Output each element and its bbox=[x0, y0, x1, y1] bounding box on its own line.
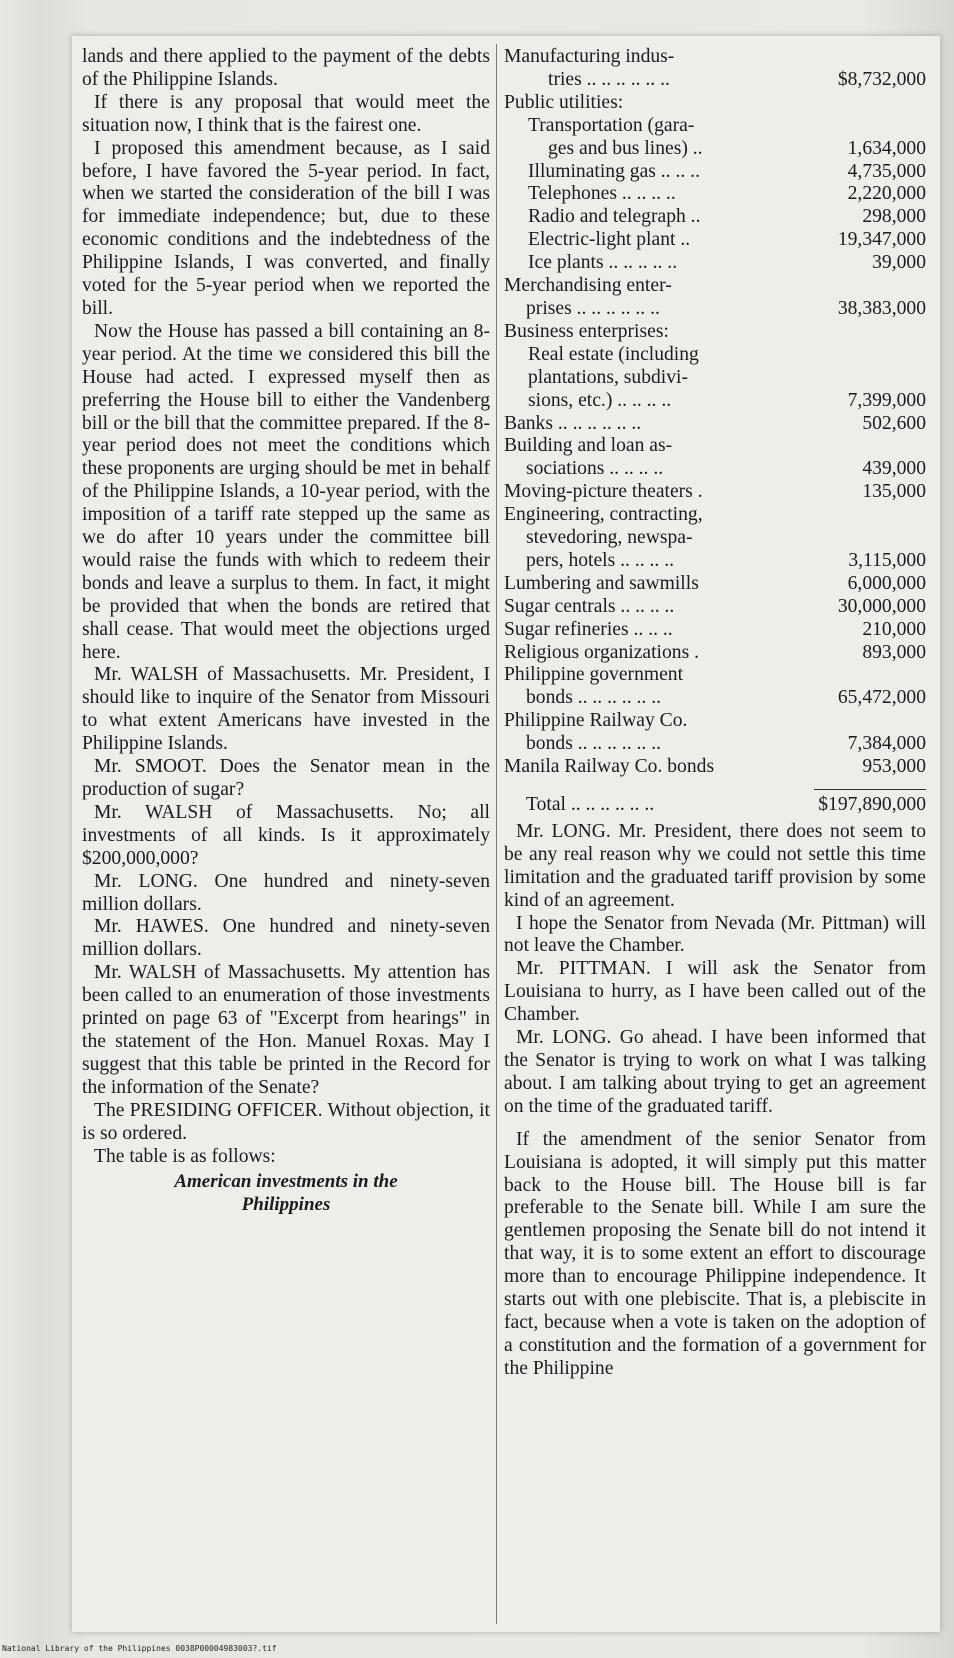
row-label: Transportation (gara- bbox=[528, 114, 695, 136]
paragraph: If there is any proposal that would meet the situation now, I think that is the fairest one. bbox=[82, 91, 490, 136]
row-label: stevedoring, newspa- bbox=[526, 527, 693, 549]
row-line bbox=[504, 458, 926, 481]
table-row bbox=[504, 161, 926, 184]
table-row bbox=[504, 183, 926, 206]
row-label: plantations, subdivi- bbox=[528, 366, 689, 388]
row-label: Radio and telegraph .. bbox=[528, 206, 701, 228]
row-label: Religious organizations . bbox=[504, 641, 700, 663]
paragraph: The table is as follows: bbox=[94, 1145, 276, 1167]
group-heading: Public utilities: bbox=[504, 91, 624, 113]
row-value: 893,000 bbox=[862, 641, 926, 663]
table-row bbox=[504, 229, 926, 252]
row-value: 4,735,000 bbox=[847, 160, 926, 182]
total-rule bbox=[814, 789, 926, 790]
row-line bbox=[504, 550, 926, 573]
row-label: Real estate (including bbox=[528, 343, 699, 365]
table-row bbox=[504, 46, 926, 92]
row-label: Telephones .. .. .. .. bbox=[528, 183, 676, 205]
table-row bbox=[504, 413, 926, 436]
paragraph: Mr. WALSH of Massachusetts. My attention has been called to an enumeration of those investments printed on page 63 of "Excerpt from hearings" in the statement of the Hon. Manuel Roxas. May I suggest that this table be printed in the Record for the information of the Senate? bbox=[82, 962, 490, 1098]
total-label: Total .. .. .. .. .. .. bbox=[526, 794, 655, 815]
row-label: Sugar refineries .. .. .. bbox=[504, 618, 673, 640]
paragraph: I hope the Senator from Nevada (Mr. Pittman) will not leave the Chamber. bbox=[504, 912, 926, 957]
row-line bbox=[504, 298, 926, 321]
row-label: bonds .. .. .. .. .. .. bbox=[526, 687, 661, 709]
row-label: ges and bus lines) .. bbox=[548, 137, 703, 159]
row-value: 39,000 bbox=[872, 252, 926, 274]
paragraph: Mr. LONG. Go ahead. I have been informed that the Senator is trying to work on what I was talking about. I am talking about trying to get an agreement on the time of the graduated tariff. bbox=[504, 1027, 926, 1117]
column-divider bbox=[496, 44, 497, 1624]
row-label: Moving-picture theaters . bbox=[504, 481, 703, 503]
row-label: Ice plants .. .. .. .. .. bbox=[528, 252, 678, 274]
table-title bbox=[82, 1170, 490, 1216]
paragraph: Mr. SMOOT. Does the Senator mean in the production of sugar? bbox=[82, 756, 490, 800]
row-label: Merchandising enter- bbox=[504, 275, 672, 297]
paragraph: Mr. LONG. One hundred and ninety-seven million dollars. bbox=[82, 870, 490, 915]
left-column bbox=[82, 46, 490, 1216]
total-value: $197,890,000 bbox=[818, 794, 926, 815]
row-value: $8,732,000 bbox=[837, 68, 926, 90]
row-label: Philippine Railway Co. bbox=[504, 710, 688, 732]
row-value: 439,000 bbox=[862, 458, 926, 480]
table-row bbox=[504, 344, 926, 413]
row-label: Engineering, contracting, bbox=[504, 504, 703, 526]
investments-table bbox=[504, 46, 926, 817]
paragraph: If the amendment of the senior Senator from Louisiana is adopted, it will simply put this matter back to the House bill. The House bill is far preferable to the Senate bill. While I am sure the gentlemen proposing the Senate bill do not intend it that way, it is to some extent an effort to discourage more than to encourage Philippine independence. It starts out with one plebiscite. That is, a plebiscite in fact, because when a vote is taken on the adoption of a constitution and the formation of a government for the Philippine bbox=[504, 1128, 926, 1379]
row-value: 19,347,000 bbox=[837, 229, 926, 251]
row-value: 3,115,000 bbox=[848, 549, 926, 571]
row-value: 502,600 bbox=[862, 412, 926, 434]
row-label: Sugar centrals .. .. .. .. bbox=[504, 595, 675, 617]
table-row bbox=[504, 206, 926, 229]
table-row bbox=[504, 664, 926, 710]
row-value: 7,399,000 bbox=[847, 389, 926, 411]
newspaper-clipping bbox=[72, 36, 940, 1632]
paragraph: The PRESIDING OFFICER. Without objection, it is so ordered. bbox=[82, 1099, 490, 1144]
row-label: Lumbering and sawmills bbox=[504, 572, 699, 594]
table-row bbox=[504, 619, 926, 642]
row-label: prises .. .. .. .. .. .. bbox=[526, 297, 660, 319]
paragraph: Mr. LONG. Mr. President, there does not seem to be any real reason why we could not settle this time limitation and the graduated tariff provision by some kind of an agreement. bbox=[504, 820, 926, 911]
table-row bbox=[504, 481, 926, 504]
paragraph: Mr. PITTMAN. I will ask the Senator from Louisiana to hurry, as I have been called out of the Chamber. bbox=[504, 958, 926, 1026]
row-label: bonds .. .. .. .. .. .. bbox=[526, 733, 661, 755]
row-value: 6,000,000 bbox=[847, 572, 926, 594]
row-value: 65,472,000 bbox=[837, 687, 926, 709]
paragraph: Now the House has passed a bill containing an 8-year period. At the time we considered this bill the House had acted. I expressed myself then as preferring the House bill to either the Vandenberg bill or the bill that the committee prepared. If the 8-year period does not meet the conditions which these proponents are urging should be met in behalf of the Philippine Islands, a 10-year period, with the imposition of a tariff rate stepped up the same as we do after 10 years under the committee bill would raise the funds with which to redeem their bonds and leave a surplus to them. In fact, it might be provided that when the bonds are retired that shall cease. That would meet the objections urged here. bbox=[82, 320, 490, 663]
row-label: Building and loan as- bbox=[504, 435, 673, 457]
table-row bbox=[504, 756, 926, 779]
group-heading: Business enterprises: bbox=[504, 320, 669, 342]
row-line bbox=[504, 390, 926, 413]
row-line bbox=[504, 687, 926, 710]
row-value: 1,634,000 bbox=[847, 137, 926, 159]
table-row bbox=[504, 710, 926, 756]
row-value: 135,000 bbox=[862, 481, 926, 503]
row-value: 2,220,000 bbox=[847, 183, 926, 205]
row-value: 298,000 bbox=[862, 206, 926, 228]
row-label: Manufacturing indus- bbox=[504, 46, 675, 67]
paragraph: Mr. HAWES. One hundred and ninety-seven million dollars. bbox=[82, 916, 490, 961]
table-row bbox=[504, 504, 926, 573]
row-label: Electric-light plant .. bbox=[528, 229, 691, 251]
table-row bbox=[504, 115, 926, 161]
row-label: Illuminating gas .. .. .. bbox=[528, 160, 700, 182]
row-value: 30,000,000 bbox=[837, 595, 926, 617]
row-line bbox=[504, 138, 926, 161]
paragraph: I proposed this amendment because, as I said before, I have favored the 5-year period. In fact, when we started the consideration of the bill I was for immediate independence; but, due to these economic conditions and the indebtedness of the Philippine Islands, I was converted, and finally voted for the 5-year period when we reported the bill. bbox=[82, 137, 490, 319]
table-row bbox=[504, 435, 926, 481]
row-label: sions, etc.) .. .. .. .. bbox=[528, 389, 672, 411]
row-label: Manila Railway Co. bonds bbox=[504, 756, 715, 778]
row-label: sociations .. .. .. .. bbox=[526, 458, 664, 480]
row-line bbox=[504, 733, 926, 756]
archive-footer: National Library of the Philippines 0038P00004983003?.tif bbox=[2, 1644, 277, 1653]
row-value: 7,384,000 bbox=[847, 733, 926, 755]
table-row bbox=[504, 275, 926, 321]
table-title-line: Philippines bbox=[241, 1194, 331, 1216]
row-label: Philippine government bbox=[504, 664, 684, 686]
paragraph: Mr. WALSH of Massachusetts. Mr. President, I should like to inquire of the Senator from Missouri to what extent Americans have invested in the Philippine Islands. bbox=[82, 664, 490, 755]
row-label: tries .. .. .. .. .. .. bbox=[548, 68, 670, 90]
row-label: Banks .. .. .. .. .. .. bbox=[504, 412, 642, 434]
table-row bbox=[504, 252, 926, 275]
row-value: 953,000 bbox=[862, 756, 926, 778]
table-row bbox=[504, 596, 926, 619]
row-value: 38,383,000 bbox=[837, 297, 926, 319]
row-label: pers, hotels .. .. .. .. bbox=[526, 549, 675, 571]
paragraph: lands and there applied to the payment of the debts of the Philippine Islands. bbox=[82, 46, 490, 90]
row-value: 210,000 bbox=[862, 618, 926, 640]
table-row bbox=[504, 642, 926, 665]
table-title-line: American investments in the bbox=[174, 1171, 398, 1193]
paragraph: Mr. WALSH of Massachusetts. No; all investments of all kinds. Is it approximately $200,000,000? bbox=[82, 801, 490, 869]
table-row bbox=[504, 573, 926, 596]
right-column bbox=[504, 46, 926, 1381]
row-line bbox=[504, 69, 926, 92]
total-row bbox=[504, 794, 926, 817]
